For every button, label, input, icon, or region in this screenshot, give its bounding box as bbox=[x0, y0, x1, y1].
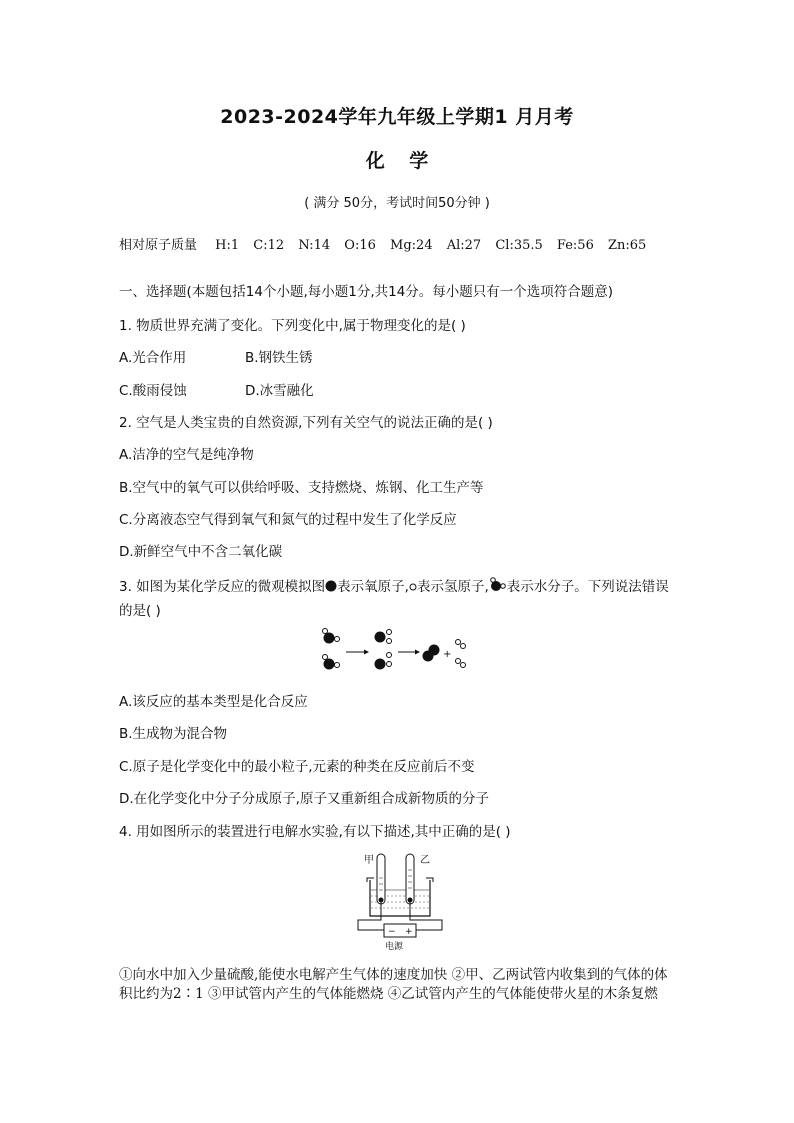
water-molecule-1 bbox=[323, 629, 340, 644]
atomic-mass-fe: Fe:56 bbox=[556, 238, 594, 253]
atomic-mass-al: Al:27 bbox=[446, 238, 482, 253]
q1-option-a: A.光合作用 bbox=[119, 350, 187, 366]
reaction-diagram bbox=[318, 624, 478, 676]
test-tube-right bbox=[406, 854, 414, 904]
atomic-mass-mg: Mg:24 bbox=[390, 238, 433, 253]
q2-option-a: A.洁净的空气是纯净物 bbox=[119, 447, 254, 463]
power-source bbox=[384, 924, 416, 937]
tube-left-label: 甲 bbox=[364, 855, 374, 866]
q1-stem: 1. 物质世界充满了变化。下列变化中,属于物理变化的是( ) bbox=[119, 318, 466, 334]
separated-atoms bbox=[375, 630, 392, 670]
hydrogen-molecules bbox=[456, 640, 466, 668]
q2-option-b: B.空气中的氧气可以供给呼吸、支持燃烧、炼钢、化工生产等 bbox=[119, 480, 484, 496]
q2-option-d: D.新鲜空气中不含二氧化碳 bbox=[119, 544, 283, 560]
q3-option-d: D.在化学变化中分子分成原子,原子又重新组合成新物质的分子 bbox=[119, 791, 489, 807]
q3-stem-part2: 表示氧原子, bbox=[337, 579, 409, 595]
atomic-mass-n: N:14 bbox=[298, 238, 331, 253]
exam-note: ( 满分 50分，考试时间50分钟 ) bbox=[304, 196, 490, 211]
oxygen-molecule bbox=[423, 645, 440, 662]
power-label: 电源 bbox=[385, 942, 404, 952]
subject-title: 化 学 bbox=[365, 150, 429, 172]
q1-option-b: B.钢铁生锈 bbox=[245, 350, 313, 366]
atomic-mass-c: C:12 bbox=[253, 238, 285, 253]
svg-text:+: + bbox=[443, 649, 452, 660]
q4-stem: 4. 用如图所示的装置进行电解水实验,有以下描述,其中正确的是( ) bbox=[119, 824, 511, 840]
atomic-mass-cl: Cl:35.5 bbox=[495, 238, 543, 253]
plus-label: + bbox=[405, 927, 413, 937]
electrolysis-apparatus bbox=[350, 848, 450, 954]
q2-stem: 2. 空气是人类宝贵的自然资源,下列有关空气的说法正确的是( ) bbox=[119, 415, 493, 431]
water-molecule-2 bbox=[323, 655, 340, 670]
atomic-mass-zn: Zn:65 bbox=[608, 238, 647, 253]
q3-option-a: A.该反应的基本类型是化合反应 bbox=[119, 694, 308, 710]
section-heading: 一、选择题(本题包括14个小题,每小题1分,共14分。每小题只有一个选项符合题意) bbox=[119, 284, 614, 300]
water-molecule-icon bbox=[489, 577, 507, 593]
q3-stem-part4: 表示水分子。下列说法错误的是( ) bbox=[119, 579, 669, 619]
atomic-masses bbox=[119, 234, 656, 253]
q1-option-d: D.冰雪融化 bbox=[245, 383, 314, 399]
q3-stem-part1: 3. 如图为某化学反应的微观模拟图 bbox=[119, 579, 326, 595]
exam-title: 2023-2024学年九年级上学期1 月月考 bbox=[220, 106, 574, 128]
q2-option-c: C.分离液态空气得到氧气和氮气的过程中发生了化学反应 bbox=[119, 512, 457, 528]
oxygen-atom-icon bbox=[325, 580, 337, 592]
q3-option-c: C.原子是化学变化中的最小粒子,元素的种类在反应前后不变 bbox=[119, 759, 475, 775]
atomic-mass-h: H:1 bbox=[215, 238, 240, 253]
test-tube-left bbox=[377, 854, 385, 904]
q4-statements: ①向水中加入少量硫酸,能使水电解产生气体的速度加快 ②甲、乙两试管内收集到的气体的体积比约为2∶1 ③甲试管内产生的气体能燃烧 ④乙试管内产生的气体能使带火星的木条复燃 bbox=[119, 967, 668, 1002]
q1-option-c: C.酸雨侵蚀 bbox=[119, 383, 187, 399]
atomic-masses-label: 相对原子质量 bbox=[119, 238, 198, 253]
q3-stem-part3: 表示氢原子, bbox=[416, 579, 489, 595]
tube-right-label: 乙 bbox=[420, 855, 430, 866]
minus-label: − bbox=[388, 927, 396, 937]
atomic-mass-o: O:16 bbox=[344, 238, 376, 253]
arrow-2-icon bbox=[398, 650, 420, 655]
arrow-1-icon bbox=[346, 650, 369, 655]
q3-option-b: B.生成物为混合物 bbox=[119, 726, 228, 742]
hydrogen-atom-icon bbox=[409, 580, 417, 592]
q3-stem bbox=[119, 575, 679, 623]
